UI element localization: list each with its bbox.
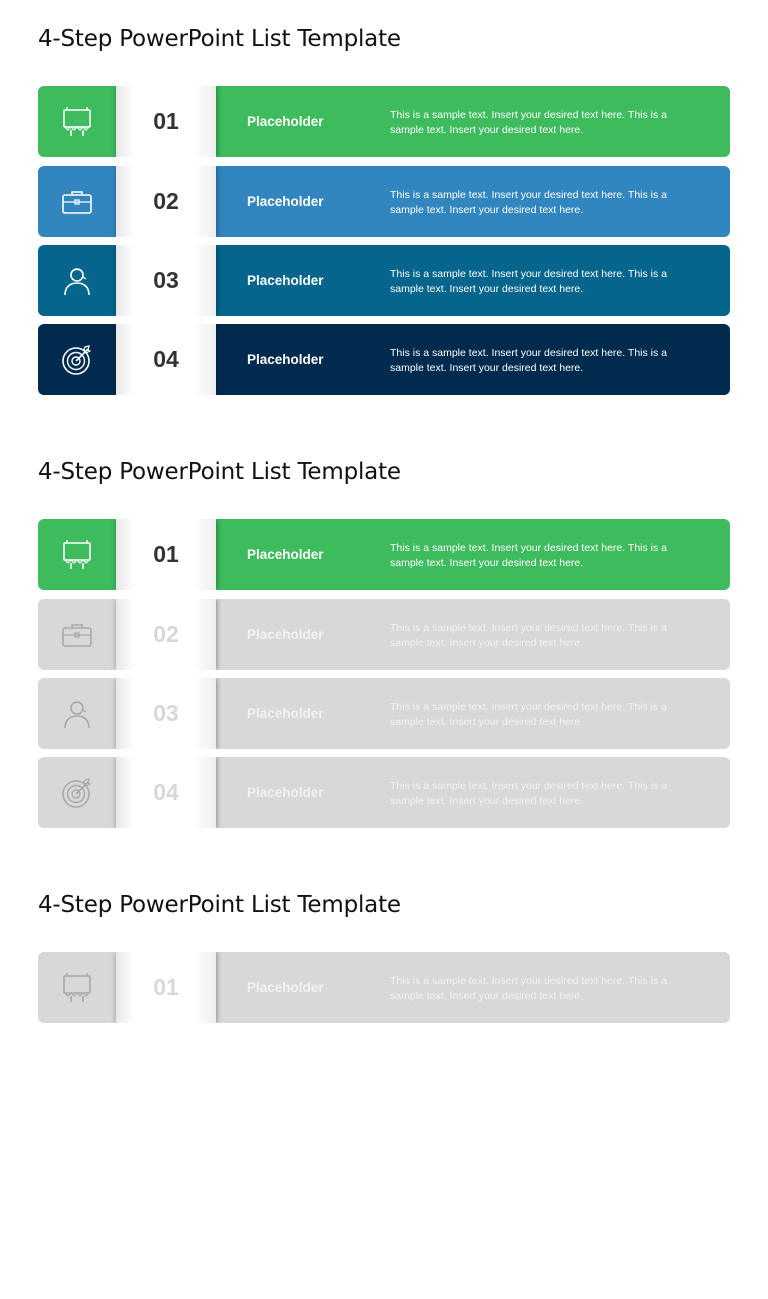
step-label: Placeholder	[247, 627, 324, 642]
slide-title: 4-Step PowerPoint List Template	[38, 892, 401, 918]
step-number: 02	[116, 599, 216, 670]
billboard-icon	[38, 86, 116, 157]
slide-title: 4-Step PowerPoint List Template	[38, 459, 401, 485]
step-description: This is a sample text. Insert your desired text here. This is a sample text. Insert your desired text here.	[390, 109, 668, 136]
step-row-04	[38, 324, 730, 395]
step-description: This is a sample text. Insert your desired text here. This is a sample text. Insert your desired text here.	[390, 189, 668, 216]
step-description: This is a sample text. Insert your desired text here. This is a sample text. Insert your desired text here.	[390, 975, 668, 1002]
briefcase-icon	[38, 599, 116, 670]
billboard-icon	[38, 519, 116, 590]
step-description: This is a sample text. Insert your desired text here. This is a sample text. Insert your desired text here.	[390, 622, 668, 649]
step-row-01	[38, 519, 730, 590]
target-icon	[38, 324, 116, 395]
step-label: Placeholder	[247, 547, 324, 562]
user-icon	[38, 245, 116, 316]
step-row-03	[38, 245, 730, 316]
step-number: 03	[116, 245, 216, 316]
step-label: Placeholder	[247, 194, 324, 209]
step-row-02	[38, 166, 730, 237]
step-number: 04	[116, 757, 216, 828]
target-icon	[38, 757, 116, 828]
step-row-03	[38, 678, 730, 749]
step-number: 03	[116, 678, 216, 749]
step-row-02	[38, 599, 730, 670]
briefcase-icon	[38, 166, 116, 237]
step-label: Placeholder	[247, 706, 324, 721]
step-label: Placeholder	[247, 785, 324, 800]
step-description: This is a sample text. Insert your desired text here. This is a sample text. Insert your desired text here.	[390, 542, 668, 569]
step-row-01	[38, 86, 730, 157]
slide-title: 4-Step PowerPoint List Template	[38, 26, 401, 52]
slide-3	[0, 866, 768, 1299]
step-number: 01	[116, 86, 216, 157]
slide-2	[0, 433, 768, 866]
step-description: This is a sample text. Insert your desired text here. This is a sample text. Insert your desired text here.	[390, 347, 668, 374]
billboard-icon	[38, 952, 116, 1023]
step-row-04	[38, 757, 730, 828]
step-description: This is a sample text. Insert your desired text here. This is a sample text. Insert your desired text here.	[390, 701, 668, 728]
step-label: Placeholder	[247, 114, 324, 129]
step-number: 02	[116, 166, 216, 237]
user-icon	[38, 678, 116, 749]
step-description: This is a sample text. Insert your desired text here. This is a sample text. Insert your desired text here.	[390, 268, 668, 295]
step-label: Placeholder	[247, 352, 324, 367]
step-row-01	[38, 952, 730, 1023]
slide-1	[0, 0, 768, 433]
step-number: 01	[116, 952, 216, 1023]
step-label: Placeholder	[247, 980, 324, 995]
step-number: 04	[116, 324, 216, 395]
step-number: 01	[116, 519, 216, 590]
step-description: This is a sample text. Insert your desired text here. This is a sample text. Insert your desired text here.	[390, 780, 668, 807]
step-label: Placeholder	[247, 273, 324, 288]
